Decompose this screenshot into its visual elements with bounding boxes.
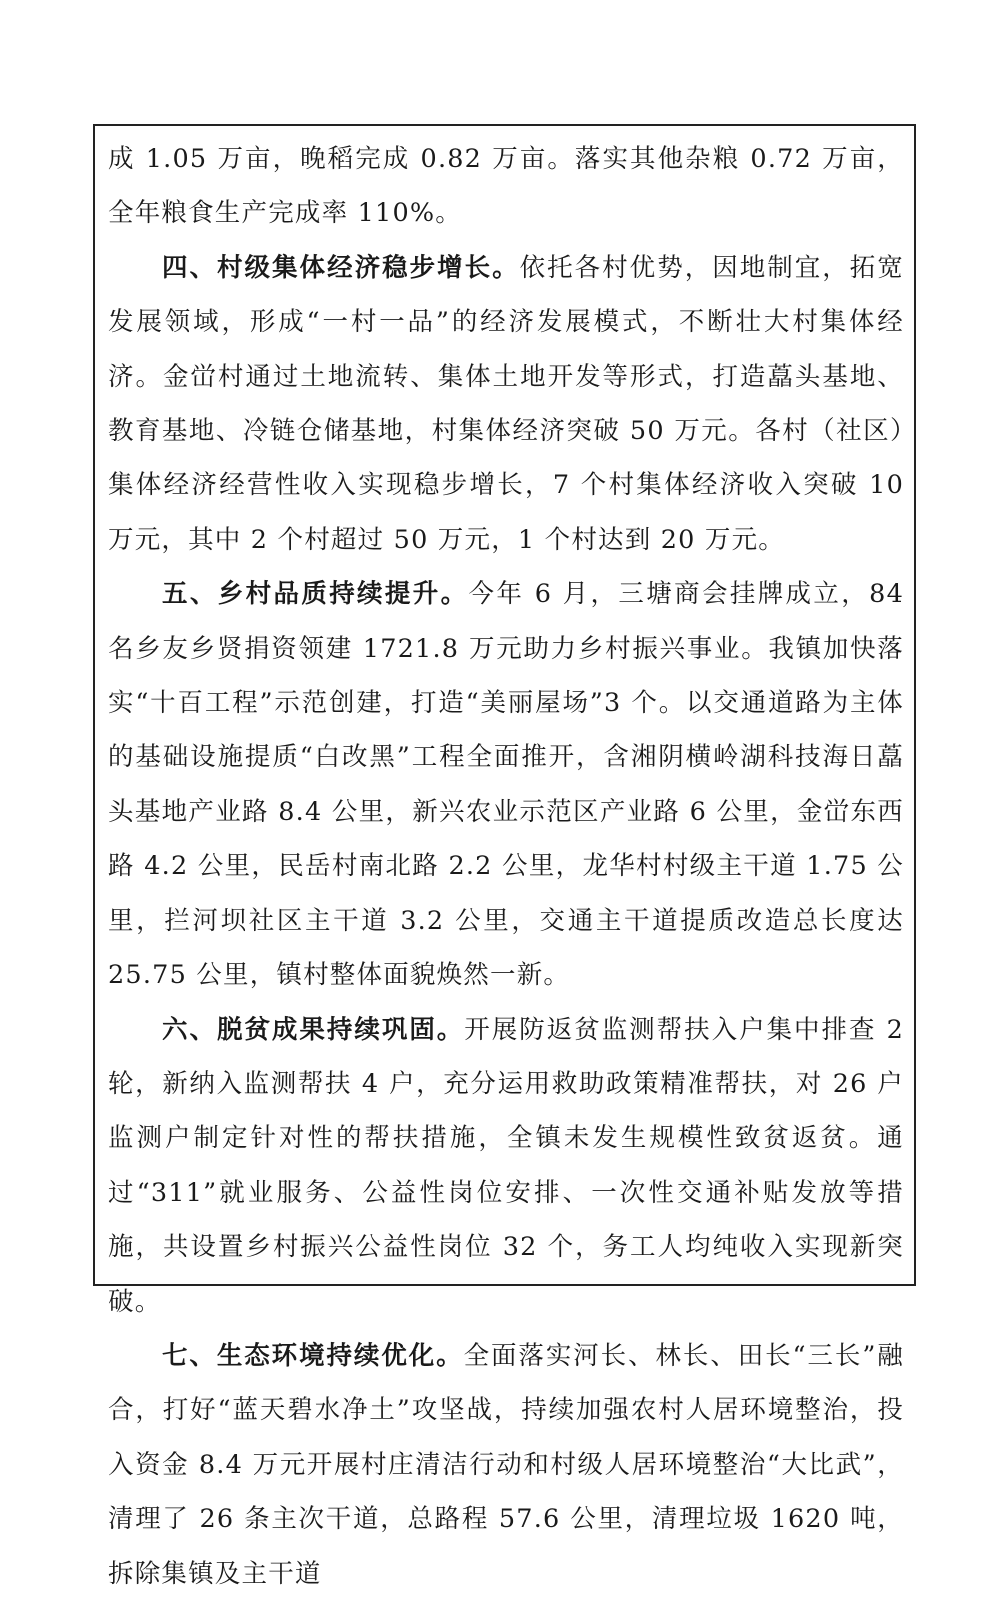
section-heading: 四、村级集体经济稳步增长。: [162, 252, 520, 283]
paragraph-ecology: [108, 1329, 904, 1601]
section-heading: 七、生态环境持续优化。: [162, 1340, 464, 1371]
paragraph-text: 依托各村优势，因地制宜，拓宽发展领域，形成“一村一品”的经济发展模式，不断壮大村集体经济。金峃村通过土地流转、集体土地开发等形式，打造藠头基地、教育基地、冷链仓储基地，村集体经济突破 50 万元。各村（社区）集体经济经营性收入实现稳步增长，7 个村集体经济收入突破 10 万元，其中 2 个村超过 50 万元，1 个村达到 20 万元。: [108, 252, 904, 555]
paragraph-rural-quality: [108, 567, 904, 1002]
paragraph-text: 成 1.05 万亩，晚稻完成 0.82 万亩。落实其他杂粮 0.72 万亩，全年粮食生产完成率 110%。: [108, 144, 904, 229]
paragraph-text: 全面落实河长、林长、田长“三长”融合，打好“蓝天碧水净土”攻坚战，持续加强农村人居环境整治，投入资金 8.4 万元开展村庄清洁行动和村级人居环境整治“大比武”，清理了 26 条主次干道，总路程 57.6 公里，清理垃圾 1620 吨，拆除集镇及主干道: [108, 1340, 904, 1589]
paragraph-poverty-consolidation: [108, 1003, 904, 1329]
paragraph-text: 开展防返贫监测帮扶入户集中排查 2 轮，新纳入监测帮扶 4 户，充分运用救助政策精准帮扶，对 26 户监测户制定针对性的帮扶措施，全镇未发生规模性致贫返贫。通过“311”就业服务、公益性岗位安排、一次性交通补贴发放等措施，共设置乡村振兴公益性岗位 32 个，务工人均纯收入实现新突破。: [108, 1014, 905, 1317]
section-heading: 五、乡村品质持续提升。: [162, 579, 469, 610]
section-heading: 六、脱贫成果持续巩固。: [162, 1014, 465, 1045]
paragraph-collective-economy: [108, 241, 904, 567]
document-body: [108, 132, 904, 1601]
paragraph-grain-production: [108, 132, 904, 241]
paragraph-text: 今年 6 月，三塘商会挂牌成立，84 名乡友乡贤捐资领建 1721.8 万元助力乡村振兴事业。我镇加快落实“十百工程”示范创建，打造“美丽屋场”3 个。以交通道路为主体的基础设施提质“白改黑”工程全面推开，含湘阴横岭湖科技海日藠头基地产业路 8.4 公里，新兴农业示范区产业路 6 公里，金峃东西路 4.2 公里，民岳村南北路 2.2 公里，龙华村村级主干道 1.75 公里，拦河坝社区主干道 3.2 公里，交通主干道提质改造总长度达 25.75 公里，镇村整体面貌焕然一新。: [108, 579, 905, 991]
